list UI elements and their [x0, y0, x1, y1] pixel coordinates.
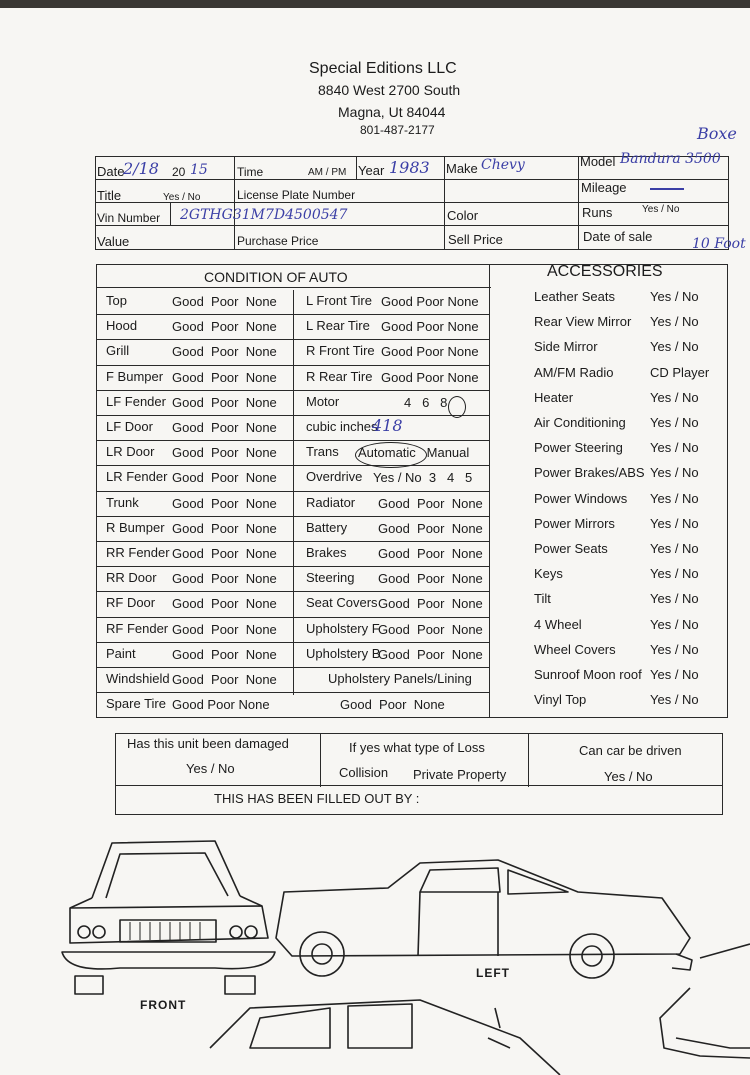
condition-middle-options: Good Poor None — [378, 546, 483, 561]
condition-middle-label: R Front Tire — [306, 343, 375, 359]
accessory-label: Power Mirrors — [534, 515, 615, 531]
title-label: Title — [97, 188, 122, 203]
vin-label: Vin Number — [97, 211, 161, 225]
accessory-label: Power Seats — [534, 541, 608, 556]
condition-left-options: Good Poor None — [172, 369, 277, 385]
condition-left-options: Good Poor None — [172, 445, 277, 461]
accessories-header: ACCESSORIES — [547, 263, 663, 280]
condition-left-options: Good Poor None — [172, 546, 277, 561]
condition-left-label: Trunk — [106, 494, 139, 510]
condition-left-label: RR Fender — [106, 545, 170, 560]
vin-written: 2GTHG31M7D4500547 — [180, 207, 348, 223]
accessory-options: Yes / No — [650, 692, 699, 708]
condition-middle-label: Upholstery Panels/Lining — [328, 671, 472, 686]
condition-left-options: Good Poor None — [172, 344, 277, 360]
left-view-label: LEFT — [476, 966, 510, 980]
title-yes-no: Yes / No — [163, 192, 201, 203]
company-name: Special Editions LLC — [309, 60, 457, 77]
condition-left-options: Good Poor None — [172, 420, 277, 435]
loss-private-property: Private Property — [413, 767, 507, 782]
year-written: 1983 — [389, 158, 430, 177]
condition-left-options: Good Poor None — [172, 672, 277, 687]
runs-label: Runs — [582, 205, 613, 220]
date-year-prefix: 20 — [172, 165, 186, 179]
company-address-line2: Magna, Ut 84044 — [338, 104, 446, 120]
accessory-options: Yes / No — [650, 415, 699, 430]
condition-middle-options: Good Poor None — [378, 520, 483, 536]
accessory-options: Yes / No — [650, 566, 699, 582]
accessory-options: Yes / No — [650, 314, 699, 330]
condition-left-options: Good Poor None — [172, 470, 277, 486]
accessory-options: Yes / No — [650, 440, 699, 456]
accessory-options: Yes / No — [650, 389, 699, 405]
make-written: Chevy — [481, 157, 525, 173]
accessory-options: Yes / No — [650, 641, 699, 657]
condition-middle-options: Automatic Manual — [358, 445, 470, 461]
condition-left-options: Good Poor None — [172, 596, 277, 612]
accessory-options: CD Player — [650, 364, 710, 380]
condition-left-options: Good Poor None — [172, 294, 277, 309]
drivable-question: Can car be driven — [579, 743, 682, 758]
condition-middle-options: Good Poor None — [378, 571, 483, 587]
condition-middle-label: Radiator — [306, 494, 356, 510]
condition-middle-options: Good Poor None — [340, 697, 445, 713]
time-label: Time — [237, 165, 264, 179]
condition-left-options: Good Poor None — [172, 319, 277, 335]
condition-middle-label: cubic inches — [306, 419, 378, 434]
condition-middle-label: Upholstery B — [306, 645, 381, 661]
condition-left-label: Top — [106, 293, 127, 308]
accessory-label: AM/FM Radio — [534, 364, 614, 380]
accessory-label: Wheel Covers — [534, 641, 616, 657]
date-of-sale-label: Date of sale — [583, 229, 653, 244]
sell-price-label: Sell Price — [448, 232, 503, 247]
condition-middle-label: Battery — [306, 519, 348, 535]
accessory-options: Yes / No — [650, 591, 699, 607]
accessory-options: Yes / No — [650, 667, 699, 682]
accessory-label: Power Steering — [534, 440, 623, 456]
accessory-label: Side Mirror — [534, 339, 598, 355]
condition-left-label: Grill — [106, 343, 130, 359]
condition-left-options: Good Poor None — [172, 520, 277, 536]
company-phone: 801-487-2177 — [360, 123, 435, 137]
license-label: License Plate Number — [237, 188, 356, 202]
condition-middle-label: Trans — [306, 444, 339, 460]
condition-left-label: RF Fender — [106, 620, 169, 636]
model-label: Model — [580, 154, 616, 169]
front-view-label: FRONT — [140, 998, 187, 1012]
condition-left-options: Good Poor None — [172, 394, 277, 410]
date-label: Date — [97, 164, 125, 179]
condition-left-label: Hood — [106, 318, 138, 334]
date-year-written: 15 — [190, 162, 208, 178]
filled-out-by-label: THIS HAS BEEN FILLED OUT BY : — [214, 791, 420, 806]
accessory-label: Heater — [534, 389, 574, 405]
year-label: Year — [358, 163, 385, 178]
condition-left-label: RR Door — [106, 570, 157, 586]
condition-left-options: Good Poor None — [172, 697, 270, 713]
vehicle-diagram — [0, 8, 750, 1075]
condition-middle-options: Good Poor None — [378, 621, 483, 637]
condition-header: CONDITION OF AUTO — [204, 269, 348, 285]
condition-left-label: Paint — [106, 645, 136, 661]
margin-note-top: Boxe — [697, 124, 737, 143]
condition-middle-label: Upholstery F — [306, 620, 380, 636]
accessory-label: Power Brakes/ABS — [534, 465, 645, 481]
condition-middle-label: R Rear Tire — [306, 368, 373, 384]
accessory-label: 4 Wheel — [534, 616, 582, 632]
damage-yes-no: Yes / No — [186, 761, 235, 776]
accessory-label: Sunroof Moon roof — [534, 667, 642, 682]
accessory-label: Leather Seats — [534, 289, 615, 304]
accessory-label: Air Conditioning — [534, 415, 626, 430]
loss-type-question: If yes what type of Loss — [349, 740, 485, 755]
accessory-options: Yes / No — [650, 541, 699, 556]
condition-left-label: LR Door — [106, 444, 155, 460]
accessory-options: Yes / No — [650, 515, 699, 531]
condition-middle-label: Overdrive — [306, 469, 363, 485]
drivable-yes-no: Yes / No — [604, 769, 653, 784]
company-address-line1: 8840 West 2700 South — [318, 82, 461, 98]
accessory-label: Vinyl Top — [534, 692, 587, 708]
condition-left-label: Spare Tire — [106, 696, 166, 712]
condition-middle-label: Steering — [306, 570, 355, 586]
accessory-options: Yes / No — [650, 490, 699, 506]
margin-note-right: 10 Foot — [692, 236, 746, 252]
condition-left-label: LR Fender — [106, 469, 168, 485]
purchase-price-label: Purchase Price — [237, 234, 319, 248]
accessory-label: Tilt — [534, 591, 551, 607]
am-pm: AM / PM — [308, 167, 347, 178]
condition-left-options: Good Poor None — [172, 495, 277, 511]
accessory-options: Yes / No — [650, 339, 699, 355]
condition-left-label: RF Door — [106, 595, 156, 611]
mileage-label: Mileage — [581, 180, 627, 195]
accessory-label: Rear View Mirror — [534, 314, 632, 330]
condition-left-options: Good Poor None — [172, 621, 277, 637]
condition-middle-label: Seat Covers — [306, 595, 378, 611]
condition-left-label: Windshield — [106, 671, 170, 686]
condition-middle-label: L Rear Tire — [306, 318, 370, 334]
form-sheet — [0, 8, 750, 1075]
condition-middle-options: Good Poor None — [378, 646, 483, 662]
accessory-options: Yes / No — [650, 616, 699, 632]
cubic-inches-written: 418 — [372, 416, 403, 435]
condition-left-options: Good Poor None — [172, 571, 277, 587]
condition-left-label: F Bumper — [106, 368, 164, 384]
condition-left-options: Good Poor None — [172, 646, 277, 662]
condition-left-label: LF Door — [106, 419, 153, 434]
date-written: 2/18 — [123, 159, 159, 178]
loss-collision: Collision — [339, 765, 389, 780]
runs-yes-no: Yes / No — [642, 204, 680, 215]
accessory-label: Power Windows — [534, 490, 628, 506]
condition-middle-options: Good Poor None — [378, 495, 483, 511]
make-label: Make — [446, 161, 478, 176]
accessory-label: Keys — [534, 566, 563, 582]
condition-left-label: R Bumper — [106, 519, 165, 535]
condition-middle-options: Good Poor None — [378, 596, 483, 612]
condition-middle-options: Good Poor None — [381, 294, 479, 309]
model-written: Bandura 3500 — [620, 151, 721, 167]
condition-middle-options: Good Poor None — [381, 319, 479, 335]
color-label: Color — [447, 208, 479, 223]
condition-left-label: LF Fender — [106, 393, 166, 409]
condition-middle-label: Motor — [306, 393, 340, 409]
condition-middle-label: Brakes — [306, 545, 347, 560]
value-label: Value — [97, 234, 130, 249]
accessory-options: Yes / No — [650, 465, 699, 481]
condition-middle-options: 4 6 8 — [404, 394, 448, 410]
condition-middle-options: Good Poor None — [381, 369, 479, 385]
condition-middle-options: Yes / No 3 4 5 — [373, 470, 473, 486]
damage-question: Has this unit been damaged — [127, 736, 289, 751]
condition-middle-label: L Front Tire — [306, 293, 372, 308]
condition-middle-options: Good Poor None — [381, 344, 479, 360]
accessory-options: Yes / No — [650, 289, 699, 304]
